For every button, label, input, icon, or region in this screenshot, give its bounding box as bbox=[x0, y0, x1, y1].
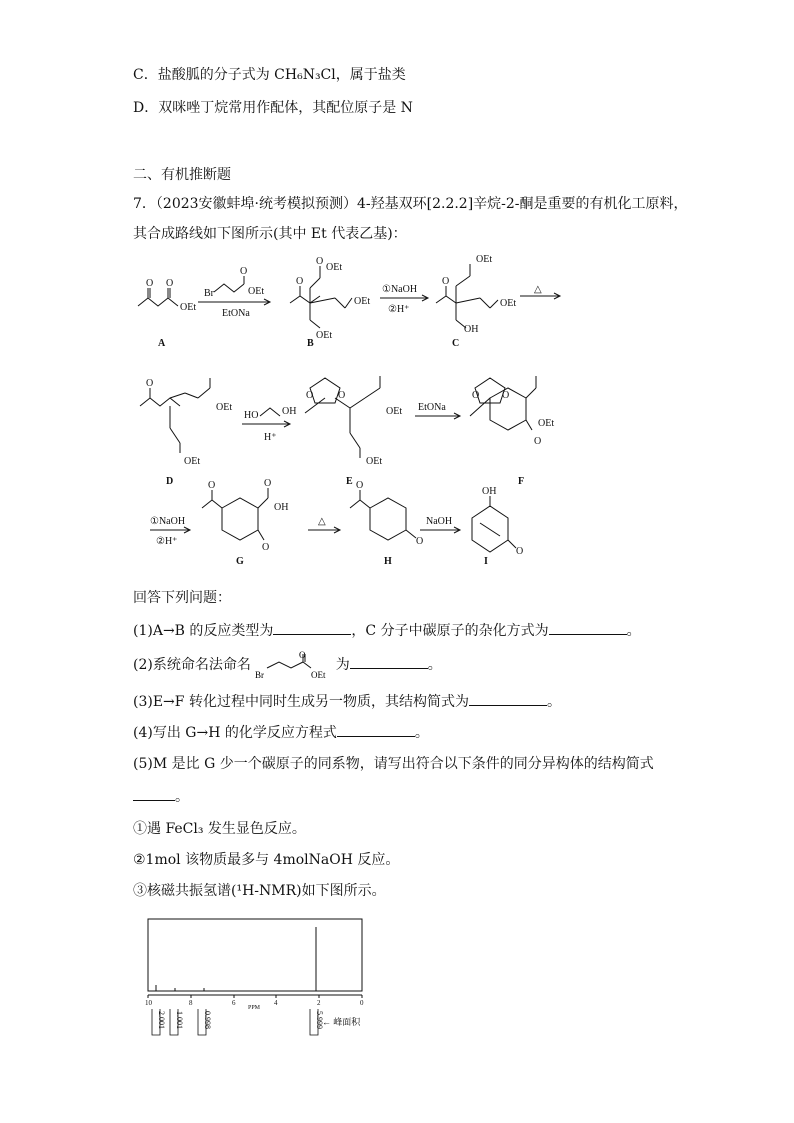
question-1 bbox=[133, 620, 641, 640]
nmr-integral: 2.001 bbox=[157, 1011, 166, 1029]
label-h: H bbox=[384, 556, 392, 567]
b-o-top: O bbox=[316, 256, 324, 267]
e-o-left: O bbox=[306, 390, 314, 401]
e-oet-bottom: OEt bbox=[366, 456, 383, 467]
reagent-ab-base: EtONa bbox=[222, 308, 250, 319]
q4-answer-blank[interactable] bbox=[337, 722, 415, 737]
q1-answer-blank-1[interactable] bbox=[273, 620, 351, 635]
c-oh: OH bbox=[464, 324, 479, 335]
reagent-gh: △ bbox=[318, 516, 326, 527]
f-o-ketone: O bbox=[534, 436, 542, 447]
b-oet-bottom: OEt bbox=[316, 330, 333, 341]
c-o-ketone: O bbox=[442, 276, 450, 287]
nmr-integral: 1.001 bbox=[175, 1011, 184, 1029]
reagent-bc-top: ①NaOH bbox=[382, 284, 418, 295]
nmr-frame bbox=[148, 919, 362, 991]
q2-text-a: (2)系统命名法命名 bbox=[133, 657, 251, 673]
condition-2: ②1mol 该物质最多与 4molNaOH 反应。 bbox=[133, 852, 400, 868]
a-ester-o: O bbox=[166, 278, 174, 289]
label-b: B bbox=[307, 338, 314, 349]
f-oet: OEt bbox=[538, 418, 555, 429]
label-f: F bbox=[518, 476, 525, 487]
g-o-ring: O bbox=[262, 542, 270, 553]
e-o-right: O bbox=[338, 390, 346, 401]
reagent-fg-bottom: ②H⁺ bbox=[156, 536, 178, 547]
q5-end: 。 bbox=[175, 789, 189, 805]
b-o-ketone: O bbox=[296, 276, 304, 287]
d-oet-top: OEt bbox=[216, 402, 233, 413]
question-intro-line2: 其合成路线如下图所示(其中 Et 代表乙基)： bbox=[133, 226, 407, 242]
question-4 bbox=[133, 722, 429, 742]
synthesis-scheme bbox=[130, 248, 570, 578]
b-oet-top: OEt bbox=[326, 262, 343, 273]
a-ketone-o: O bbox=[146, 278, 154, 289]
nmr-peak-area-label: ← 峰面积 bbox=[322, 1017, 361, 1027]
questions-prompt: 回答下列问题： bbox=[133, 590, 231, 606]
g-o-ketone: O bbox=[208, 480, 216, 491]
reagent-fg-top: ①NaOH bbox=[150, 516, 186, 527]
option-d: D．双咪唑丁烷常用作配体，其配位原子是 N bbox=[133, 100, 413, 116]
reagent-cd: △ bbox=[534, 284, 542, 295]
a-oet: OEt bbox=[180, 302, 197, 313]
reagent-bc-bottom: ②H⁺ bbox=[388, 304, 410, 315]
c-oet-right: OEt bbox=[500, 298, 517, 309]
q2-br: Br bbox=[255, 670, 265, 680]
q2-structure bbox=[255, 650, 331, 680]
i-o-ketone: O bbox=[516, 546, 524, 557]
h-o-ketone: O bbox=[356, 480, 364, 491]
h-o-ring: O bbox=[416, 536, 424, 547]
question-intro-line1: 7．（2023安徽蚌埠·统考模拟预测）4-羟基双环[2.2.2]辛烷-2-酮是重要的有机化工原料， bbox=[133, 196, 688, 212]
e-oet-top: OEt bbox=[386, 406, 403, 417]
reagent-ef: EtONa bbox=[418, 402, 446, 413]
q1-text-c: 。 bbox=[626, 623, 641, 639]
question-2 bbox=[133, 650, 442, 680]
q1-text-a: (1)A→B 的反应类型为 bbox=[133, 623, 274, 639]
reagent-hi: NaOH bbox=[426, 516, 453, 527]
reagent-de-oh: OH bbox=[282, 406, 297, 417]
f-o-right: O bbox=[502, 390, 510, 401]
nmr-spectrum bbox=[140, 915, 372, 1040]
q2-text-c: 。 bbox=[427, 657, 442, 673]
f-o-left: O bbox=[472, 390, 480, 401]
q1-answer-blank-2[interactable] bbox=[549, 620, 627, 635]
section-title: 二、有机推断题 bbox=[133, 167, 231, 183]
q4-text-b: 。 bbox=[414, 725, 429, 741]
g-o-acid: O bbox=[264, 478, 272, 489]
nmr-tick-label: 2 bbox=[317, 999, 321, 1007]
reagent-ab-o: O bbox=[240, 266, 248, 277]
reagent-de-ho: HO bbox=[244, 410, 259, 421]
nmr-integral: 5.999 bbox=[315, 1011, 324, 1029]
label-c: C bbox=[452, 338, 460, 349]
q3-answer-blank[interactable] bbox=[469, 691, 547, 706]
q2-answer-blank[interactable] bbox=[350, 654, 428, 669]
label-e: E bbox=[346, 476, 353, 487]
option-c: C．盐酸胍的分子式为 CH₆N₃Cl，属于盐类 bbox=[133, 67, 406, 83]
d-o-ketone: O bbox=[146, 378, 154, 389]
condition-3: ③核磁共振氢谱(¹H-NMR)如下图所示。 bbox=[133, 883, 386, 899]
d-oet-bottom: OEt bbox=[184, 456, 201, 467]
g-oh: OH bbox=[274, 502, 289, 513]
nmr-tick-label: 8 bbox=[189, 999, 193, 1007]
nmr-axis-label: PPM bbox=[248, 1005, 261, 1011]
question-5: (5)M 是比 G 少一个碳原子的同系物，请写出符合以下条件的同分异构体的结构简式 bbox=[133, 756, 654, 772]
q3-text-b: 。 bbox=[546, 694, 561, 710]
label-g: G bbox=[236, 556, 244, 567]
q2-oet: OEt bbox=[311, 670, 326, 680]
q3-text-a: (3)E→F 转化过程中同时生成另一物质，其结构简式为 bbox=[133, 694, 469, 710]
nmr-tick-label: 6 bbox=[232, 999, 236, 1007]
q2-text-b: 为 bbox=[335, 657, 350, 673]
label-a: A bbox=[158, 338, 166, 349]
c-oet-top: OEt bbox=[476, 254, 493, 265]
condition-1: ①遇 FeCl₃ 发生显色反应。 bbox=[133, 821, 306, 837]
question-5-blank-line bbox=[133, 786, 189, 806]
reagent-ab-oet: OEt bbox=[248, 286, 265, 297]
question-3 bbox=[133, 691, 561, 711]
q1-text-b: ，C 分子中碳原子的杂化方式为 bbox=[351, 623, 549, 639]
b-oet-right: OEt bbox=[354, 296, 371, 307]
label-d: D bbox=[166, 476, 174, 487]
q4-text-a: (4)写出 G→H 的化学反应方程式 bbox=[133, 725, 337, 741]
nmr-integral: 0.998 bbox=[203, 1011, 212, 1029]
reagent-ab-br: Br bbox=[204, 288, 214, 299]
nmr-tick-label: 0 bbox=[360, 999, 364, 1007]
label-i: I bbox=[484, 556, 488, 567]
i-oh: OH bbox=[482, 486, 497, 497]
reagent-de-acid: H⁺ bbox=[264, 432, 277, 443]
nmr-tick-label: 10 bbox=[145, 999, 152, 1007]
q5-answer-blank[interactable] bbox=[133, 786, 175, 801]
nmr-tick-label: 4 bbox=[274, 999, 278, 1007]
q2-o: O bbox=[299, 650, 306, 660]
